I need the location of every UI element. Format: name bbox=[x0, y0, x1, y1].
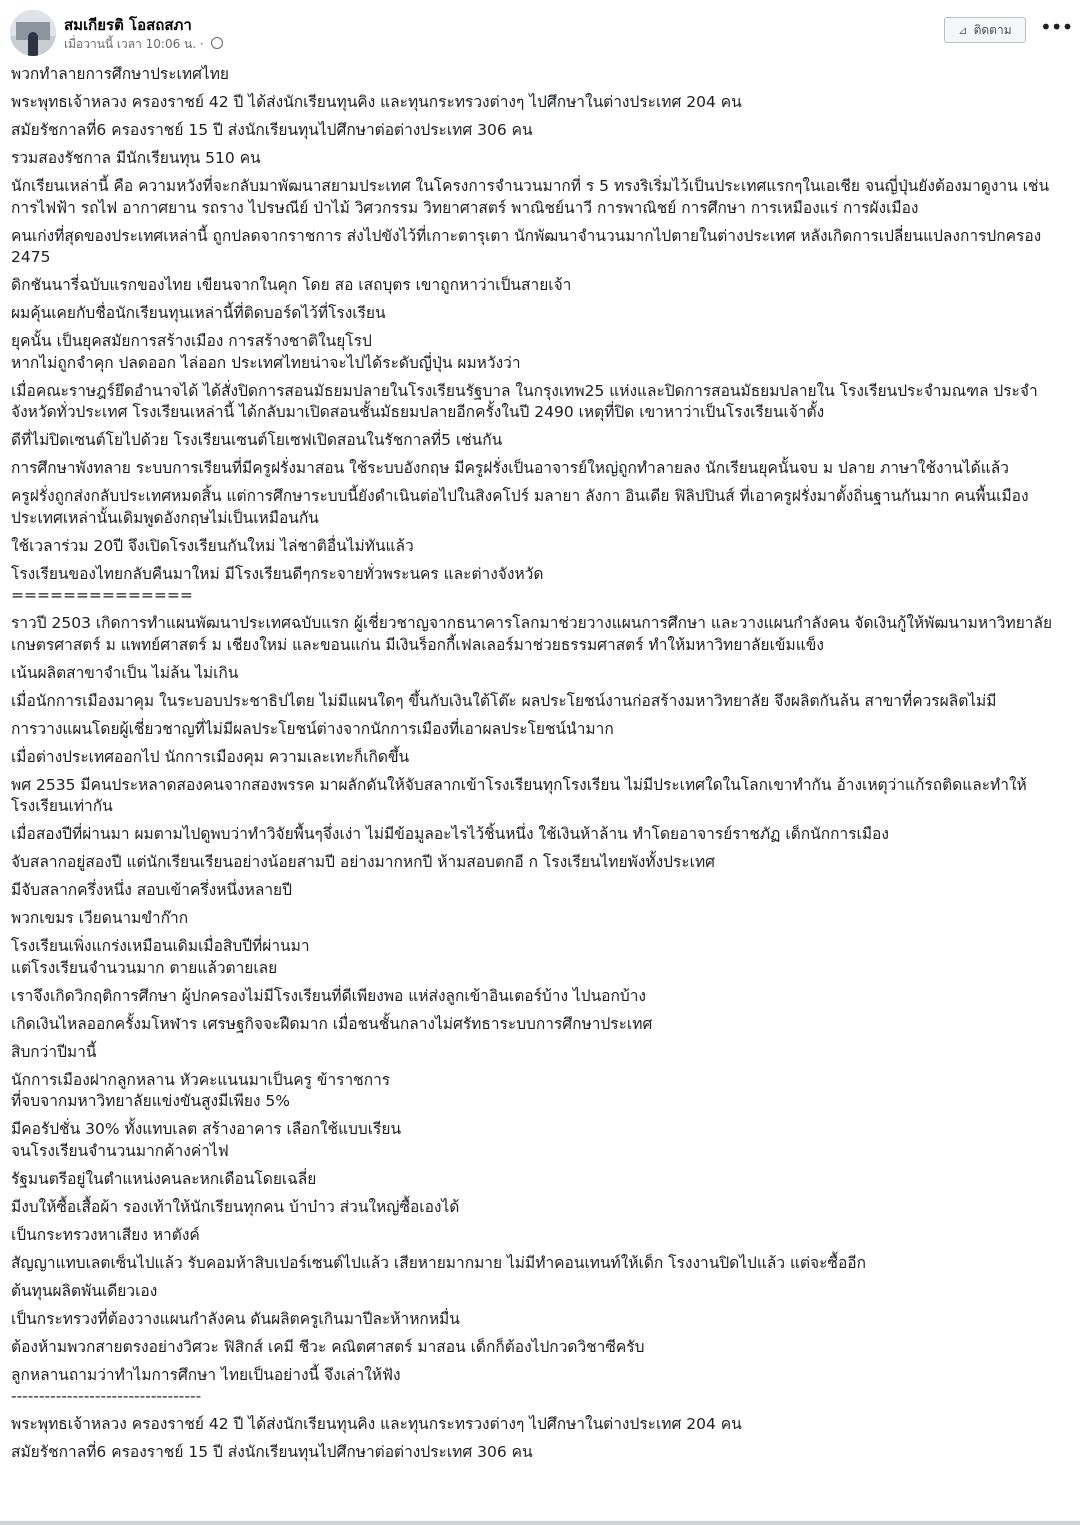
avatar-figure bbox=[28, 32, 38, 56]
author-name[interactable]: สมเกียรติ โอสถสภา bbox=[64, 16, 192, 34]
more-options-icon[interactable]: ••• bbox=[1040, 15, 1073, 39]
post-paragraph: พวกเขมร เวียดนามขำก๊าก bbox=[11, 909, 189, 927]
post-paragraph: ผมคุ้นเคยกับชื่อนักเรียนทุนเหล่านี้ที่ติดบอร์ดไว้ที่โรงเรียน bbox=[11, 304, 386, 322]
post-paragraph: คนเก่งที่สุดของประเทศเหล่านี้ ถูกปลดจากราชการ ส่งไปขังไว้ที่เกาะตารุเตา นักพัฒนาจำนวนมากไปตายในต่างประเทศ หลังเกิดการเปลี่ยนแปลงการปกครอง 2475 bbox=[11, 226, 1042, 266]
post-paragraph: พระพุทธเจ้าหลวง ครองราชย์ 42 ปี ได้ส่งนักเรียนทุนคิง และทุนกระทรวงต่างๆ ไปศึกษาในต่างประเทศ 204 คน bbox=[11, 1415, 742, 1433]
post-paragraph: เน้นผลิตสาขาจำเป็น ไม่ล้น ไม่เกิน bbox=[11, 663, 239, 682]
post-paragraph: รวมสองรัชกาล มีนักเรียนทุน 510 คน bbox=[11, 149, 261, 167]
post-paragraph: โรงเรียนเพิ่งแกร่งเหมือนเดิมเมื่อสิบปีที่ผ่านมา แต่โรงเรียนจำนวนมาก ตายแล้วตายเลย bbox=[11, 937, 310, 977]
follow-button[interactable] bbox=[944, 17, 1026, 43]
rss-icon: ⊿ bbox=[958, 23, 968, 37]
post-paragraph: มีคอรัปชั่น 30% ทั้งแทบเลต สร้างอาคาร เลือกใช้แบบเรียน จนโรงเรียนจำนวนมากค้างค่าไฟ bbox=[11, 1120, 402, 1160]
post-paragraph: เป็นกระทรวงหาเสียง หาตังค์ bbox=[11, 1225, 200, 1244]
post-paragraph: ราวปี 2503 เกิดการทำแผนพัฒนาประเทศฉบับแรก ผู้เชี่ยวชาญจากธนาคารโลกมาช่วยวางแผนการศึกษา และวางแผนกำลังคน จัดเงินกู้ให้พัฒนามหาวิทยาลัยเกษตรศาสตร์ ม แพทย์ศาสตร์ ม เชียงใหม่ และขอนแก่น มีเงินร็อกกี้เฟลเลอร์มาช่วยธรรมศาสตร์ ทำให้มหาวิทยาลัยเข้มแข็ง bbox=[11, 614, 1053, 654]
post-paragraph: เมื่อคณะราษฎร์ยึดอำนาจได้ ได้สั่งปิดการสอนมัธยมปลายในโรงเรียนรัฐบาล ในกรุงเทพ25 แห่งและปิดการสอนมัธยมปลายใน โรงเรียนประจำมณฑล ประจำ จังหวัดทั่วประเทศ โรงเรียนเหล่านี้ ได้กลับมาเปิดสอนชั้นมัธยมปลายอีกครั้งในปี 2490 เหตุที่ปิด เขาหาว่าเป็นโรงเรียนเจ้าตั้ง bbox=[11, 381, 1038, 421]
post-paragraph: เมื่อสองปีที่ผ่านมา ผมตามไปดูพบว่าทำวิจัยพื้นๆจึ่งเง่า ไม่มีข้อมูลอะไรไว้ชิ้นหนึ่ง ใช้เงินห้าล้าน ทำโดยอาจารย์ราชภัฏ เด็กนักการเมือง bbox=[11, 825, 889, 843]
post-timestamp[interactable] bbox=[64, 35, 223, 54]
post-paragraph: โรงเรียนของไทยกลับคืนมาใหม่ มีโรงเรียนดีๆกระจายทั่วพระนคร และต่างจังหวัด ============== bbox=[11, 564, 544, 604]
post-paragraph: ยุคนั้น เป็นยุคสมัยการสร้างเมือง การสร้างชาติในยุโรป หากไม่ถูกจำคุก ปลดออก ไล่ออก ประเทศไทยน่าจะไปได้ระดับญี่ปุ่น ผมหวังว่า bbox=[11, 332, 521, 372]
post-paragraph: ดิกชันนารี่ฉบับแรกของไทย เขียนจากในคุก โดย สอ เสถบุตร เขาถูกหาว่าเป็นสายเจ้า bbox=[11, 276, 572, 294]
post-paragraph: เกิดเงินไหลออกครั้งมโหฬาร เศรษฐกิจจะฝืดมาก เมื่อชนชั้นกลางไม่ศรัทธาระบบการศึกษาประเทศ bbox=[11, 1014, 653, 1033]
post-paragraph: จับสลากอยู่สองปี แต่นักเรียนเรียนอย่างน้อยสามปี อย่างมากหกปี ห้ามสอบตกอี ก โรงเรียนไทยพังทั้งประเทศ bbox=[11, 853, 716, 871]
post-paragraph: สัญญาแทบเลตเซ็นไปแล้ว รับคอมห้าสิบเปอร์เซนต์ไปแล้ว เสียหายมากมาย ไม่มีทำคอนเทนท์ให้เด็ก โรงงานปิดไปแล้ว แต่จะซื้ออีก bbox=[11, 1253, 866, 1272]
post-paragraph: เมื่อนักการเมืองมาคุม ในระบอบประชาธิปไตย ไม่มีแผนใดๆ ขึ้นกับเงินใต้โต๊ะ ผลประโยชน์งานก่อสร้างมหาวิทยาลัย จึงผลิตกันล้น สาขาที่ควรผลิตไม่มี bbox=[11, 691, 997, 710]
post-paragraph: ต้นทุนผลิตพันเดียวเอง bbox=[11, 1281, 158, 1300]
post-paragraph: ดีที่ไม่ปิดเซนต์โยไปด้วย โรงเรียนเซนต์โยเซฟเปิดสอนในรัชกาลที่5 เช่นกัน bbox=[11, 431, 503, 449]
avatar[interactable] bbox=[10, 10, 56, 56]
post-paragraph: พศ 2535 มีคนประหลาดสองคนจากสองพรรค มาผลักดันให้จับสลากเข้าโรงเรียนทุกโรงเรียน ไม่มีประเทศใดในโลกเขาทำกัน อ้างเหตุว่าแก้รถติดและทำให้โรงเรียนเท่ากัน bbox=[11, 775, 1027, 815]
post-paragraph: ต้องห้ามพวกสายตรงอย่างวิศวะ ฟิสิกส์ เคมี ชีวะ คณิตศาสตร์ มาสอน เด็กก็ต้องไปกวดวิชาซีครับ bbox=[11, 1337, 645, 1356]
post-paragraph: รัฐมนตรีอยู่ในตำแหน่งคนละหกเดือนโดยเฉลี่ย bbox=[11, 1169, 317, 1188]
post-paragraph: มีจับสลากครึ่งหนึ่ง สอบเข้าครึ่งหนึ่งหลายปี bbox=[11, 881, 292, 899]
post-body bbox=[11, 64, 1066, 1470]
post-header bbox=[0, 0, 1080, 64]
post-paragraph: เมื่อต่างประเทศออกไป นักการเมืองคุม ความเละเทะก็เกิดขึ้น bbox=[11, 747, 410, 766]
post-paragraph: สิบกว่าปีมานี้ bbox=[11, 1042, 97, 1061]
post-paragraph: พวกทำลายการศึกษาประเทศไทย bbox=[11, 65, 230, 83]
post-paragraph: ใช้เวลาร่วม 20ปี จึงเปิดโรงเรียนกันใหม่ ไล่ชาติอื่นไม่ทันแล้ว bbox=[11, 536, 414, 555]
post-paragraph: เราจึงเกิดวิกฤติการศึกษา ผู้ปกครองไม่มีโรงเรียนที่ดีเพียงพอ แห่ส่งลูกเข้าอินเตอร์บ้าง ไปนอกบ้าง bbox=[11, 986, 646, 1005]
post-paragraph: เป็นกระทรวงที่ต้องวางแผนกำลังคน ดันผลิตครูเกินมาปีละห้าหกหมื่น bbox=[11, 1309, 460, 1328]
post-paragraph: นักการเมืองฝากลูกหลาน หัวคะแนนมาเป็นครู ข้าราชการ ที่จบจากมหาวิทยาลัยแข่งขันสูงมีเพียง 5% bbox=[11, 1070, 391, 1110]
post-paragraph: การวางแผนโดยผู้เชี่ยวชาญที่ไม่มีผลประโยชน์ต่างจากนักการเมืองที่เอาผลประโยชน์นำมาก bbox=[11, 719, 614, 738]
post-paragraph: ลูกหลานถามว่าทำไมการศึกษา ไทยเป็นอย่างนี้ จึงเล่าให้ฟัง ---------------------------------- bbox=[11, 1365, 401, 1405]
post-paragraph: สมัยรัชกาลที่6 ครองราชย์ 15 ปี ส่งนักเรียนทุนไปศึกษาต่อต่างประเทศ 306 คน bbox=[11, 121, 533, 139]
follow-label: ติดตาม bbox=[973, 22, 1012, 37]
post-paragraph: ครูฝรั่งถูกส่งกลับประเทศหมดสิ้น แต่การศึกษาระบบนี้ยังดำเนินต่อไปในสิงคโปร์ มลายา ลังกา อินเดีย ฟิลิปปินส์ ที่เอาครูฝรั่งมาตั้งถิ่นฐานกันมาก คนพื้นเมืองประเทศเหล่านั้นเดิมพูดอังกฤษไม่เป็นเหมือนกัน bbox=[11, 487, 1029, 527]
bottom-divider bbox=[0, 1521, 1080, 1525]
post-paragraph: มีงบให้ซื้อเสื้อผ้า รองเท้าให้นักเรียนทุกคน บ้าบ๋าว ส่วนใหญ่ซื้อเองได้ bbox=[11, 1197, 460, 1216]
timestamp-text[interactable]: เมื่อวานนี้ เวลา 10:06 น. · bbox=[64, 37, 204, 51]
post-paragraph: สมัยรัชกาลที่6 ครองราชย์ 15 ปี ส่งนักเรียนทุนไปศึกษาต่อต่างประเทศ 306 คน bbox=[11, 1443, 533, 1461]
post-paragraph: พระพุทธเจ้าหลวง ครองราชย์ 42 ปี ได้ส่งนักเรียนทุนคิง และทุนกระทรวงต่างๆ ไปศึกษาในต่างประเทศ 204 คน bbox=[11, 93, 742, 111]
globe-icon bbox=[211, 37, 223, 49]
post-paragraph: การศึกษาพังทลาย ระบบการเรียนที่มีครูฝรั่งมาสอน ใช้ระบบอังกฤษ มีครูฝรั่งเป็นอาจารย์ใหญ่ถูกทำลายลง นักเรียนยุคนั้นจบ ม ปลาย ภาษาใช้งานได้แล้ว bbox=[11, 459, 1009, 477]
post-paragraph: นักเรียนเหล่านี้ คือ ความหวังที่จะกลับมาพัฒนาสยามประเทศ ในโครงการจำนวนมากที่ ร 5 ทรงริเริ่มไว้เป็นประเทศแรกๆในเอเชีย จนญี่ปุ่นยังต้องมาดูงาน เช่น การไฟฟ้า รถไฟ อากาศยาน รถราง ไปรษณีย์ ป่าไม้ วิศวกรรม วิทยาศาสตร์ พาณิชย์นาวี การพาณิชย์ การศึกษา การเหมืองแร่ การผังเมือง bbox=[11, 177, 1050, 217]
